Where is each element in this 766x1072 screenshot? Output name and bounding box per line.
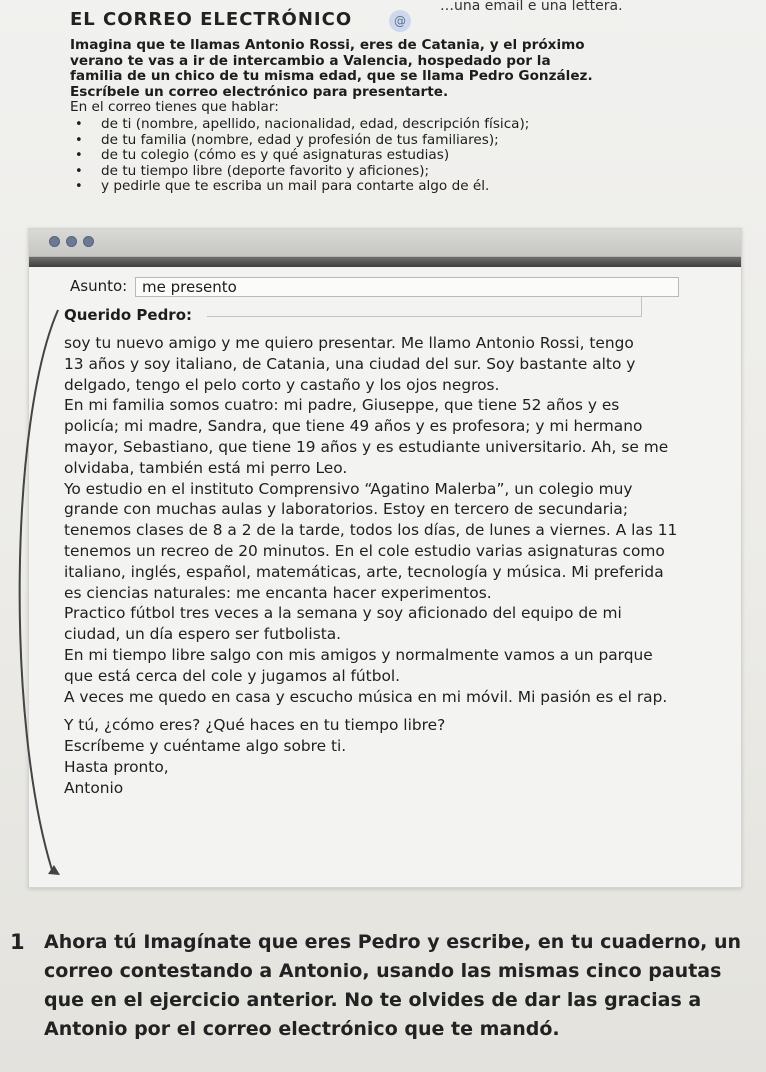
body-line: es ciencias naturales: me encanta hacer experimentos.: [64, 583, 492, 602]
email-greeting: Querido Pedro:: [64, 306, 193, 324]
instructions-lead: En el correo tienes que hablar:: [70, 99, 279, 116]
body-line: delgado, tengo el pelo corto y castaño y los ojos negros.: [64, 375, 500, 394]
window-dot-icon: [49, 236, 60, 247]
body-line: Y tú, ¿cómo eres? ¿Qué haces en tu tiempo libre?: [64, 716, 446, 735]
subject-row: [66, 275, 676, 299]
intro-line: Imagina que te llamas Antonio Rossi, eres de Catania, y el próximo: [70, 37, 585, 53]
body-line: Practico fútbol tres veces a la semana y soy aficionado del equipo de mi: [64, 604, 622, 623]
bullet-item: • de tu tiempo libre (deporte favorito y aficiones);: [70, 164, 730, 180]
instructions: [70, 38, 730, 195]
window-dot-icon: [83, 236, 94, 247]
intro-line: Escríbele un correo electrónico para presentarte.: [70, 83, 449, 100]
bullet-item: • de tu colegio (cómo es y qué asignaturas estudias): [70, 148, 730, 164]
body-line: policía; mi madre, Sandra, que tiene 49 años y es profesora; y mi hermano: [64, 417, 643, 436]
bullet-item: • de ti (nombre, apellido, nacionalidad, edad, descripción física);: [70, 117, 730, 133]
window-titlebar: [29, 229, 741, 257]
body-line: olvidaba, también está mi perro Leo.: [64, 458, 348, 477]
intro-line: familia de un chico de tu misma edad, que se llama Pedro González.: [70, 68, 593, 85]
section-title: EL CORREO ELECTRÓNICO: [70, 9, 353, 30]
intro-line: verano te vas a ir de intercambio a Valencia, hospedado por la: [70, 52, 551, 69]
body-line: En mi tiempo libre salgo con mis amigos y normalmente vamos a un parque: [64, 645, 653, 664]
body-line: que está cerca del cole y jugamos al fútbol.: [64, 666, 401, 685]
closing-line: Hasta pronto,: [64, 757, 169, 776]
subject-field[interactable]: me presento: [135, 277, 679, 297]
exercise-text: Ahora tú Imagínate que eres Pedro y escribe, en tu cuaderno, un correo contestando a Antonio, usando las mismas cinco pautas que en el ejercicio anterior. No te olvides de dar las gracias a Antonio por el correo electrónico que te mandó.: [44, 931, 742, 1040]
window-menubar: [29, 257, 741, 267]
signature: Antonio: [64, 778, 124, 797]
body-line: A veces me quedo en casa y escucho música en mi móvil. Mi pasión es el rap.: [64, 687, 668, 706]
exercise-number: 1: [10, 930, 25, 954]
body-line: soy tu nuevo amigo y me quiero presentar. Me llamo Antonio Rossi, tengo: [64, 334, 634, 352]
body-line: italiano, inglés, español, matemáticas, arte, tecnología y música. Mi preferida: [64, 562, 664, 581]
top-note: …una email e una lettera.: [440, 0, 623, 14]
body-line: tenemos clases de 8 a 2 de la tarde, todos los días, de lunes a viernes. A las 11: [64, 521, 678, 540]
body-line: 13 años y soy italiano, de Catania, una ciudad del sur. Soy bastante alto y: [64, 354, 636, 373]
body-line: grande con muchas aulas y laboratorios. Estoy en tercero de secundaria;: [64, 500, 629, 519]
bullet-item: • de tu familia (nombre, edad y profesión de tus familiares);: [70, 133, 730, 149]
body-line: Yo estudio en el instituto Comprensivo “Agatino Malerba”, un colegio muy: [64, 479, 633, 498]
email-body: [64, 333, 704, 799]
field-outline: [207, 297, 642, 317]
bullet-list: [70, 117, 730, 195]
body-line: mayor, Sebastiano, que tiene 19 años y es estudiante universitario. Ah, se me: [64, 437, 669, 456]
window-dot-icon: [66, 236, 77, 247]
decorative-curve: [0, 300, 60, 880]
at-icon: @: [389, 10, 411, 32]
body-line: Escríbeme y cuéntame algo sobre ti.: [64, 737, 347, 756]
email-window: [28, 228, 742, 888]
subject-label: Asunto:: [70, 277, 128, 295]
body-line: ciudad, un día espero ser futbolista.: [64, 625, 342, 644]
body-line: En mi familia somos cuatro: mi padre, Giuseppe, que tiene 52 años y es: [64, 396, 620, 415]
bullet-item: • y pedirle que te escriba un mail para contarte algo de él.: [70, 179, 730, 195]
body-line: tenemos un recreo de 20 minutos. En el cole estudio varias asignaturas como: [64, 541, 665, 560]
